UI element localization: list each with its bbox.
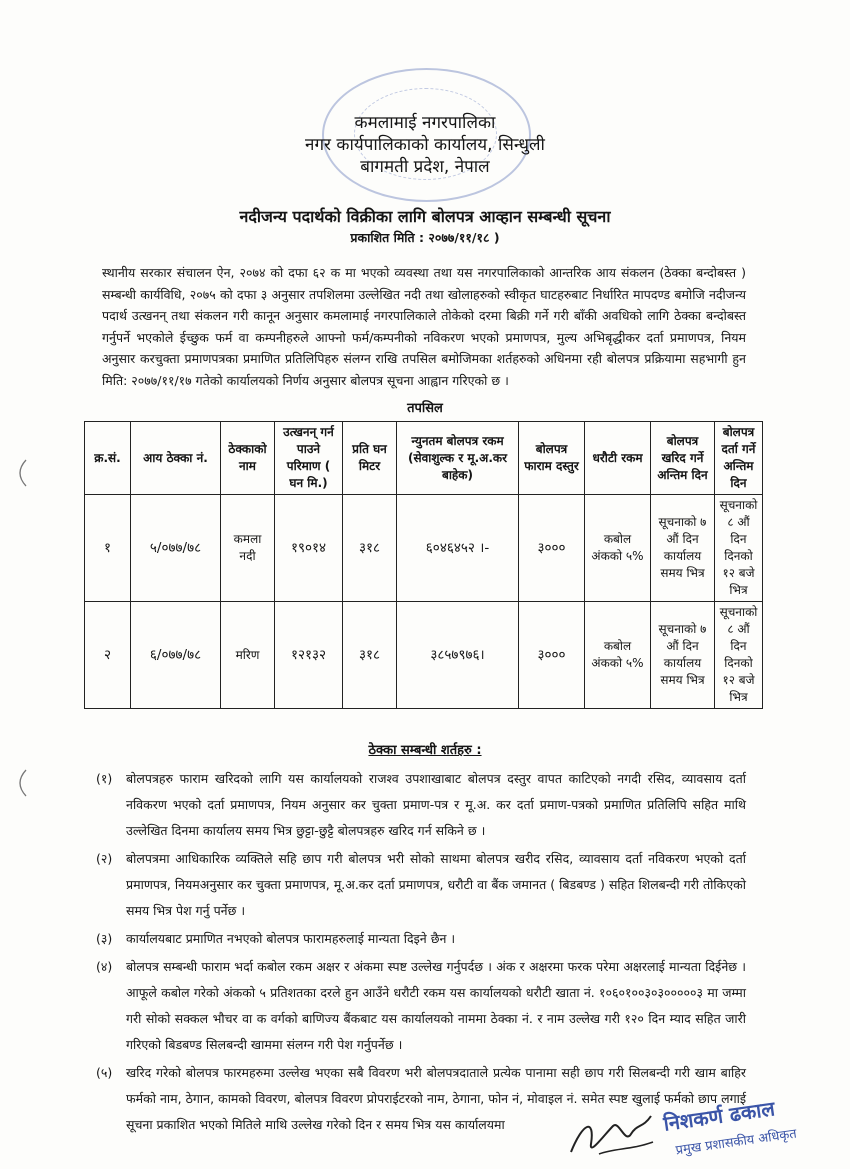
condition-text: खरिद गरेको बोलपत्र फारमहरुमा उल्लेख भएका सबै विवरण भरी बोलपत्रदाताले प्रत्येक पानामा सही छाप गरी सिलबन्दी गरी खाम बाहिर फर्मको नाम, ठेगान, कामको विवरण, बोलपत्र विवरण प्रोपराईटरको नाम, ठेगाना, फोन नं, मोवाइल नं. समेत स्पष्ट खुलाई फर्मको छाप लगाई सूचना प्रकाशित भएको मितिले माथि उल्लेख गरेको दिन र समय भित्र यस कार्यालयमा [126, 1065, 746, 1132]
table-cell: ३००० [519, 495, 585, 602]
table-header-cell: प्रति घन मिटर [343, 422, 397, 495]
notice-title: नदीजन्य पदार्थको विक्रीका लागि बोलपत्र आव्हान सम्बन्धी सूचना [239, 207, 611, 226]
table-header-cell: ठेक्काको नाम [221, 422, 275, 495]
condition-item [96, 926, 746, 952]
table-header-cell: न्युनतम बोलपत्र रकम (सेवाशुल्क र मू.अ.कर बाहेक) [397, 422, 519, 495]
contracts-table [84, 421, 763, 709]
table-row [85, 602, 763, 709]
table-cell: कबोल अंकको ५% [585, 602, 651, 709]
letterhead [0, 112, 850, 178]
table-cell: ३००० [519, 602, 585, 709]
table-header-cell: धरौटी रकम [585, 422, 651, 495]
table-row [85, 495, 763, 602]
hole-punch-mark-bottom [12, 768, 28, 798]
table-cell: ३८५७९७६। [397, 602, 519, 709]
condition-text: बोलपत्रहरु फाराम खरिदको लागि यस कार्यालयको राजश्व उपशाखाबाट बोलपत्र दस्तुर वापत काटिएको नगदी रसिद, व्यावसाय दर्ता नविकरण भएको दर्ता प्रमाणपत्र, नियम अनुसार कर चुक्ता प्रमाण-पत्र र मू.अ. कर दर्ता प्रमाण-पत्रको प्रमाणित प्रतिलिपि सहित माथि उल्लेखित दिनमा कार्यालय समय भित्र छुट्टा-छुट्टै बोलपत्रहरु खरिद गर्न सकिने छ । [126, 771, 746, 838]
table-header-cell: क्र.सं. [85, 422, 131, 495]
table-cell: ३१८ [343, 602, 397, 709]
table-cell: ३१८ [343, 495, 397, 602]
condition-text: बोलपत्रमा आधिकारिक व्यक्तिले सहि छाप गरी बोलपत्र भरी सोको साथमा बोलपत्र खरीद रसिद, व्यावसाय दर्ता नविकरण भएको दर्ता प्रमाणपत्र, नियमअनुसार कर चुक्ता प्रमाणपत्र, मू.अ.कर दर्ता प्रमाणपत्र, धरौटी वा बैंक जमानत ( बिडबण्ड ) सहित शिलबन्दी गरी तोकिएको समय भित्र पेश गर्नु पर्नेछ । [126, 851, 746, 918]
condition-number: (३) [96, 931, 113, 946]
signature-area [565, 1098, 850, 1169]
table-cell: सूचनाको ८ औं दिन दिनको १२ बजे भित्र [715, 495, 763, 602]
table-header-cell: बोलपत्र खरिद गर्ने अन्तिम दिन [651, 422, 715, 495]
published-date: प्रकाशित मिति : २०७७/११/१८ ) [350, 230, 500, 245]
intro-paragraph: स्थानीय सरकार संचालन ऐन, २०७४ को दफा ६२ क मा भएको व्यवस्था तथा यस नगरपालिकाको आन्तरिक आय संकलन (ठेक्का बन्दोबस्त ) सम्बन्धी कार्यविधि, २०७५ को दफा ३ अनुसार तपशिलमा उल्लेखित नदी तथा खोलाहरुको स्वीकृत घाटहरुबाट निर्धारित मापदण्ड बमोजि नदीजन्य पदार्थ उत्खनन् तथा संकलन गरी कानून अनुसार कमलामाई नगरपालिकाले तोकेको दरमा बिक्री गर्ने गरी बाँकी अवधिको लागि ठेक्का बन्दोबस्त गर्नुपर्ने भएकोले ईच्छुक फर्म वा कम्पनीहरुले आफ्नो फर्म/कम्पनीको नविकरण भएको प्रमाणपत्र, मुल्य अभिबृद्धीकर दर्ता प्रमाणपत्र, नियम अनुसार करचुक्ता प्रमाणपत्रका प्रमाणित प्रतिलिपिहरु संलग्न राखि तपसिल बमोजिमका शर्तहरुको अधिनमा रही बोलपत्र प्रक्रियामा सहभागी हुन मिति: २०७७/११/१७ गतेको कार्यालयको निर्णय अनुसार बोलपत्र सूचना आह्वान गरिएको छ । [102, 265, 746, 388]
table-cell: ५/०७७/७८ [131, 495, 221, 602]
table-header-row [85, 422, 763, 495]
table-cell: मरिण [221, 602, 275, 709]
condition-item [96, 954, 746, 1058]
officer-name-stamp: निशकर्ण ढकाल [661, 1096, 777, 1136]
hole-punch-mark-top [12, 458, 28, 488]
table-header-cell: बोलपत्र फाराम दस्तुर [519, 422, 585, 495]
table-cell: ६/०७७/७८ [131, 602, 221, 709]
table-cell: ६०४६४५२ ।- [397, 495, 519, 602]
condition-text: कार्यालयबाट प्रमाणित नभएको बोलपत्र फारामहरुलाई मान्यता दिइने छैन । [126, 931, 456, 946]
table-cell: १९०१४ [275, 495, 343, 602]
condition-number: (१) [96, 771, 113, 786]
table-cell: १२१३२ [275, 602, 343, 709]
table-cell: कमला नदी [221, 495, 275, 602]
table-cell: सूचनाको ७ औं दिन कार्यालय समय भित्र [651, 495, 715, 602]
table-header-cell: आय ठेक्का नं. [131, 422, 221, 495]
table-cell: सूचनाको ७ औं दिन कार्यालय समय भित्र [651, 602, 715, 709]
table-cell: २ [85, 602, 131, 709]
tapasil-heading: तपसिल [407, 401, 443, 416]
condition-text: बोलपत्र सम्बन्धी फाराम भर्दा कबोल रकम अक्षर र अंकमा स्पष्ट उल्लेख गर्नुपर्दछ । अंक र अक्षरमा फरक परेमा अक्षरलाई मान्यता दिईनेछ । आफूले कबोल गरेको अंकको ५ प्रतिशतका दरले हुन आउँने धरौटी रकम यस कार्यालयको धरौटी खाता नं. १०६०१००३०३०००००३ मा जम्मा गरी सोको सक्कल भौचर वा क वर्गको बाणिज्य बैंकबाट यस कार्यालयको नाममा ठेक्का नं. र नाम उल्लेख गरी १२० दिन म्याद सहित जारी गरिएको बिडबण्ड सिलबन्दी खाममा संलग्न गरी पेश गर्नुपर्नेछ । [126, 959, 746, 1052]
officer-title-stamp: प्रमुख प्रशासकीय अधिकृत [674, 1126, 798, 1159]
condition-number: (५) [96, 1065, 113, 1080]
province-country: बागमती प्रदेश, नेपाल [360, 157, 490, 177]
condition-number: (२) [96, 851, 113, 866]
handwritten-signature [565, 1104, 660, 1164]
condition-number: (४) [96, 959, 113, 974]
conditions-heading: ठेक्का सम्बन्धी शर्तहरु : [368, 743, 482, 758]
table-cell: सूचनाको ८ औं दिन दिनको १२ बजे भित्र [715, 602, 763, 709]
municipality-name: कमलामाई नगरपालिका [354, 113, 496, 133]
table-header-cell: बोलपत्र दर्ता गर्ने अन्तिम दिन [715, 422, 763, 495]
table-header-cell: उत्खनन् गर्न पाउने परिमाण ( घन मि.) [275, 422, 343, 495]
condition-item [96, 766, 746, 844]
condition-item [96, 846, 746, 924]
office-name: नगर कार्यपालिकाको कार्यालय, सिन्धुली [305, 135, 545, 155]
conditions-list [96, 766, 746, 1140]
table-cell: १ [85, 495, 131, 602]
table-cell: कबोल अंकको ५% [585, 495, 651, 602]
